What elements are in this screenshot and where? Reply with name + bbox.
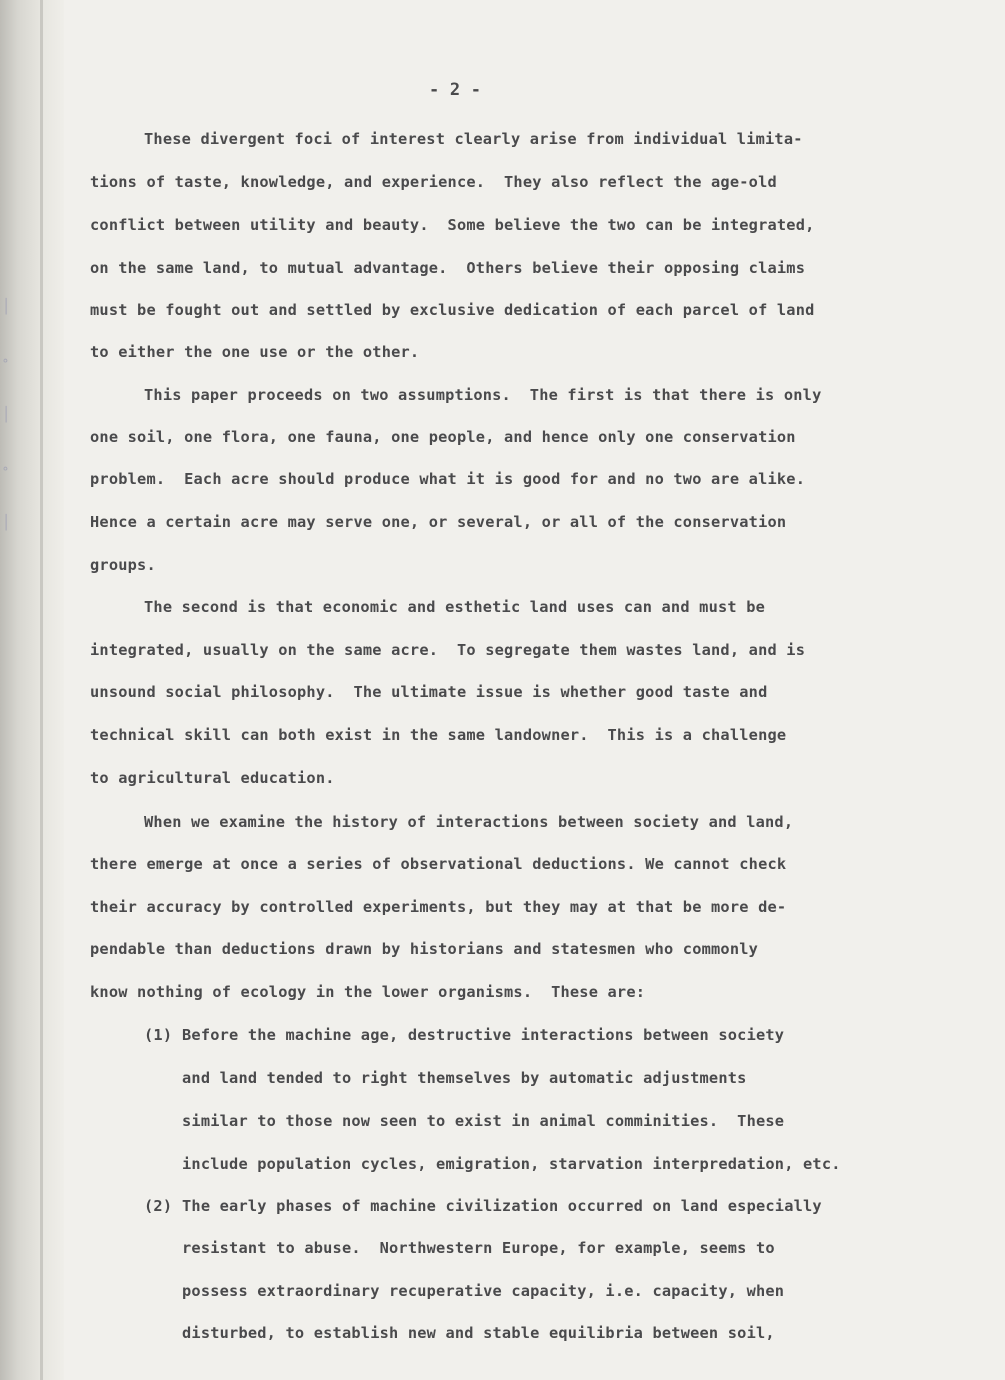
text-line: problem. Each acre should produce what it is good for and no two are alike.: [90, 470, 806, 488]
text-line: and land tended to right themselves by automatic adjustments: [182, 1069, 747, 1087]
text-line: These divergent foci of interest clearly arise from individual limita-: [144, 130, 803, 148]
text-line: on the same land, to mutual advantage. Others believe their opposing claims: [90, 259, 806, 277]
binding-line: [40, 0, 43, 1380]
text-line: technical skill can both exist in the same landowner. This is a challenge: [90, 726, 787, 744]
text-line: similar to those now seen to exist in animal comminities. These: [182, 1112, 785, 1130]
text-line: know nothing of ecology in the lower organisms. These are:: [90, 983, 646, 1001]
binding-edge: [0, 0, 64, 1380]
bleed-mark: │: [2, 407, 11, 423]
text-line: integrated, usually on the same acre. To segregate them wastes land, and is: [90, 641, 806, 659]
typewritten-text: [64, 0, 1005, 1380]
bleed-mark: ∘: [2, 461, 9, 477]
text-line: must be fought out and settled by exclusive dedication of each parcel of land: [90, 301, 815, 319]
text-line: to either the one use or the other.: [90, 343, 420, 361]
page-number: - 2 -: [429, 80, 482, 100]
text-line: to agricultural education.: [90, 769, 335, 787]
text-line: include population cycles, emigration, starvation interpredation, etc.: [182, 1155, 841, 1173]
text-line: disturbed, to establish new and stable equilibria between soil,: [182, 1324, 775, 1342]
text-line: unsound social philosophy. The ultimate issue is whether good taste and: [90, 683, 768, 701]
text-line: The early phases of machine civilization occurred on land especially: [182, 1197, 822, 1215]
document-page: [64, 0, 1005, 1380]
bleed-mark: │: [2, 515, 11, 531]
text-line: Before the machine age, destructive interactions between society: [182, 1026, 785, 1044]
bleed-through-marks: [2, 280, 16, 550]
text-line: When we examine the history of interactions between society and land,: [144, 813, 794, 831]
text-line: one soil, one flora, one fauna, one people, and hence only one conservation: [90, 428, 796, 446]
text-line: there emerge at once a series of observational deductions. We cannot check: [90, 855, 787, 873]
text-line: pendable than deductions drawn by historians and statesmen who commonly: [90, 940, 759, 958]
text-line: groups.: [90, 556, 156, 574]
bleed-mark: ∘: [2, 353, 9, 369]
text-line: resistant to abuse. Northwestern Europe, for example, seems to: [182, 1239, 775, 1257]
text-line: tions of taste, knowledge, and experience. They also reflect the age-old: [90, 173, 777, 191]
item-number: (2): [144, 1197, 173, 1215]
text-line: conflict between utility and beauty. Some believe the two can be integrated,: [90, 216, 815, 234]
text-line: their accuracy by controlled experiments, but they may at that be more de-: [90, 898, 787, 916]
item-number: (1): [144, 1026, 173, 1044]
text-line: possess extraordinary recuperative capacity, i.e. capacity, when: [182, 1282, 785, 1300]
bleed-mark: │: [2, 299, 11, 315]
text-line: Hence a certain acre may serve one, or several, or all of the conservation: [90, 513, 787, 531]
text-line: The second is that economic and esthetic land uses can and must be: [144, 598, 766, 616]
text-line: This paper proceeds on two assumptions. The first is that there is only: [144, 386, 822, 404]
